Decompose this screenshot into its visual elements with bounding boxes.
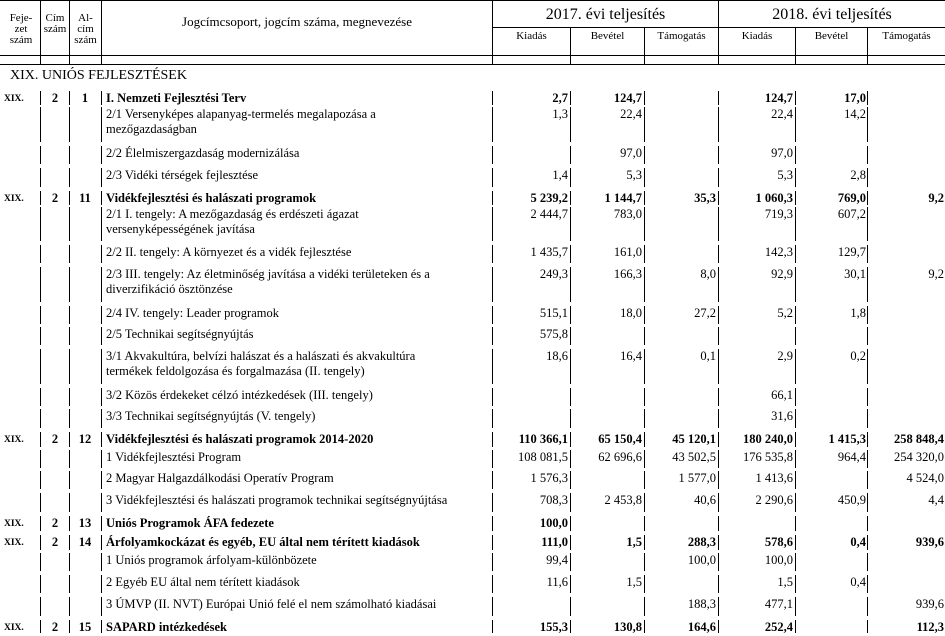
value-tamogatas-2018: 4 524,0 <box>906 471 944 485</box>
fejezet-cell <box>4 597 38 598</box>
fejezet-cell <box>4 493 38 494</box>
value-bevetel-2018: 769,0 <box>837 191 866 205</box>
value-kiadas-2018: 92,9 <box>771 267 793 281</box>
value-bevetel-2017: 783,0 <box>613 207 642 221</box>
value-tamogatas-2017: 27,2 <box>694 306 716 320</box>
jogcim-line: Árfolyamkockázat és egyéb, EU által nem térített kiadások <box>106 535 420 549</box>
value-bevetel-2017: 1,5 <box>626 535 642 549</box>
header-tamogatas-2017: Támogatás <box>657 30 706 42</box>
table-header <box>0 0 945 56</box>
jogcim-line: 3/3 Technikai segítségnyújtás (V. tengely) <box>106 409 316 423</box>
jogcim-cell <box>106 450 491 465</box>
table-row-group <box>0 620 945 635</box>
value-kiadas-2018: 124,7 <box>764 91 793 105</box>
value-tamogatas-2018: 939,6 <box>915 535 944 549</box>
value-bevetel-2018: 30,1 <box>844 267 866 281</box>
jogcim-cell <box>106 575 491 590</box>
value-tamogatas-2018: 939,6 <box>915 597 944 611</box>
table-row <box>0 327 945 347</box>
fejezet-cell: XIX. <box>4 194 24 204</box>
jogcim-cell <box>106 597 491 612</box>
value-tamogatas-2017: 45 120,1 <box>672 432 716 446</box>
fejezet-cell <box>4 168 38 169</box>
header-fejezet: Feje- zet szám <box>9 12 33 46</box>
jogcim-line: 2/1 I. tengely: A mezőgazdaság és erdészeti ágazat <box>106 207 359 221</box>
jogcim-line: Vidékfejlesztési és halászati programok <box>106 191 317 205</box>
value-bevetel-2017: 130,8 <box>613 620 642 634</box>
table-row <box>0 575 945 595</box>
table-row-group <box>0 432 945 449</box>
value-kiadas-2017: 2 444,7 <box>530 207 568 221</box>
value-kiadas-2018: 252,4 <box>764 620 793 634</box>
value-kiadas-2018: 31,6 <box>771 409 793 423</box>
fejezet-cell <box>4 575 38 576</box>
cim-cell: 2 <box>51 516 59 530</box>
value-bevetel-2018: 17,0 <box>844 91 866 105</box>
table-row-group <box>0 535 945 552</box>
fejezet-cell <box>4 388 38 389</box>
value-kiadas-2017: 111,0 <box>541 535 568 549</box>
section-title: XIX. UNIÓS FEJLESZTÉSEK <box>10 68 187 83</box>
value-bevetel-2018: 2,8 <box>850 168 866 182</box>
value-tamogatas-2017: 43 502,5 <box>672 450 716 464</box>
table-row <box>0 146 945 166</box>
jogcim-line: 2 Egyéb EU által nem térített kiadások <box>106 575 300 589</box>
jogcim-line: 2/3 III. tengely: Az életminőség javítása a vidéki területeken és a <box>106 267 430 281</box>
value-kiadas-2017: 1 576,3 <box>530 471 568 485</box>
value-bevetel-2018: 1 415,3 <box>828 432 866 446</box>
table-row <box>0 553 945 573</box>
table-row <box>0 349 945 386</box>
value-bevetel-2018: 607,2 <box>837 207 866 221</box>
value-kiadas-2017: 575,8 <box>539 327 568 341</box>
header-year-2018: 2018. évi teljesítés <box>772 6 892 23</box>
jogcim-line: 2/1 Versenyképes alapanyag-termelés megalapozása a <box>106 107 376 121</box>
jogcim-cell <box>106 349 491 379</box>
table-row <box>0 409 945 430</box>
value-kiadas-2017: 110 366,1 <box>518 432 568 446</box>
jogcim-line: 2/4 IV. tengely: Leader programok <box>106 306 279 320</box>
value-kiadas-2017: 708,3 <box>539 493 568 507</box>
value-kiadas-2017: 2,7 <box>552 91 568 105</box>
value-tamogatas-2017: 100,0 <box>687 553 716 567</box>
table-row-group <box>0 191 945 207</box>
jogcim-cell <box>106 493 491 508</box>
table-row <box>0 207 945 243</box>
jogcim-cell <box>106 471 491 486</box>
table-row-group <box>0 516 945 533</box>
cim-cell: 2 <box>51 191 59 205</box>
value-tamogatas-2017: 0,1 <box>700 349 716 363</box>
fejezet-cell <box>4 207 38 208</box>
value-kiadas-2018: 2,9 <box>777 349 793 363</box>
value-kiadas-2017: 1,3 <box>552 107 568 121</box>
value-kiadas-2017: 249,3 <box>539 267 568 281</box>
cim-cell: 2 <box>51 91 59 105</box>
value-kiadas-2018: 477,1 <box>764 597 793 611</box>
value-tamogatas-2018: 4,4 <box>928 493 944 507</box>
value-bevetel-2018: 129,7 <box>837 245 866 259</box>
jogcim-line: mezőgazdaságban <box>106 122 197 136</box>
header-tamogatas-2018: Támogatás <box>882 30 931 42</box>
value-kiadas-2018: 176 535,8 <box>743 450 793 464</box>
jogcim-line: 3/1 Akvakultúra, belvízi halászat és a halászati és akvakultúra <box>106 349 416 363</box>
jogcim-cell <box>106 620 491 635</box>
jogcim-cell <box>106 553 491 568</box>
fejezet-cell <box>4 450 38 451</box>
value-bevetel-2017: 166,3 <box>613 267 642 281</box>
value-kiadas-2017: 515,1 <box>539 306 568 320</box>
value-kiadas-2018: 1 060,3 <box>755 191 793 205</box>
value-bevetel-2018: 0,4 <box>850 575 866 589</box>
cim-cell: 2 <box>51 620 59 634</box>
value-tamogatas-2018: 258 848,4 <box>894 432 944 446</box>
jogcim-line: diverzifikáció ösztönzése <box>106 282 233 296</box>
value-tamogatas-2017: 164,6 <box>687 620 716 634</box>
table-row <box>0 450 945 470</box>
value-kiadas-2017: 11,6 <box>546 575 568 589</box>
value-tamogatas-2018: 254 320,0 <box>894 450 944 464</box>
cim-cell: 2 <box>51 535 59 549</box>
value-kiadas-2018: 1,5 <box>777 575 793 589</box>
fejezet-cell: XIX. <box>4 519 24 529</box>
value-kiadas-2018: 5,3 <box>777 168 793 182</box>
jogcim-line: 2/5 Technikai segítségnyújtás <box>106 327 254 341</box>
value-bevetel-2017: 2 453,8 <box>604 493 642 507</box>
fejezet-cell: XIX. <box>4 435 24 445</box>
value-tamogatas-2017: 40,6 <box>694 493 716 507</box>
jogcim-cell <box>106 516 491 531</box>
jogcim-line: termékek feldolgozása és forgalmazása (II. tengely) <box>106 364 365 378</box>
value-kiadas-2017: 108 081,5 <box>518 450 568 464</box>
alcim-cell: 15 <box>78 620 92 634</box>
table-row <box>0 388 945 408</box>
value-bevetel-2017: 97,0 <box>620 146 642 160</box>
value-kiadas-2017: 99,4 <box>546 553 568 567</box>
value-bevetel-2018: 0,4 <box>850 535 866 549</box>
fejezet-cell <box>4 306 38 307</box>
jogcim-line: 2/2 II. tengely: A környezet és a vidék fejlesztése <box>106 245 352 259</box>
value-bevetel-2017: 1 144,7 <box>604 191 642 205</box>
value-tamogatas-2018: 9,2 <box>928 267 944 281</box>
fejezet-cell <box>4 327 38 328</box>
table-row <box>0 471 945 491</box>
header-bevetel-2018: Bevétel <box>814 30 849 42</box>
table-row <box>0 245 945 265</box>
alcim-cell: 1 <box>81 91 89 105</box>
header-alcim: Al- cím szám <box>74 12 97 46</box>
value-kiadas-2017: 1,4 <box>552 168 568 182</box>
value-bevetel-2018: 1,8 <box>850 306 866 320</box>
value-tamogatas-2017: 35,3 <box>694 191 716 205</box>
fejezet-cell <box>4 553 38 554</box>
header-jogcim: Jogcímcsoport, jogcím száma, megnevezése <box>182 14 412 29</box>
value-kiadas-2017: 5 239,2 <box>530 191 568 205</box>
header-cim: Cím szám <box>43 12 67 35</box>
value-bevetel-2017: 5,3 <box>626 168 642 182</box>
table-row <box>0 267 945 304</box>
value-kiadas-2018: 1 413,6 <box>755 471 793 485</box>
jogcim-line: 1 Uniós programok árfolyam-különbözete <box>106 553 317 567</box>
value-kiadas-2017: 100,0 <box>539 516 568 530</box>
jogcim-line: Vidékfejlesztési és halászati programok 2014-2020 <box>106 432 374 446</box>
value-kiadas-2017: 18,6 <box>546 349 568 363</box>
jogcim-line: 3/2 Közös érdekeket célzó intézkedések (III. tengely) <box>106 388 373 402</box>
table-row <box>0 306 945 326</box>
value-bevetel-2017: 124,7 <box>613 91 642 105</box>
jogcim-cell <box>106 245 491 260</box>
value-kiadas-2018: 66,1 <box>771 388 793 402</box>
value-kiadas-2018: 2 290,6 <box>755 493 793 507</box>
table-row <box>0 493 945 514</box>
jogcim-line: 2 Magyar Halgazdálkodási Operatív Program <box>106 471 334 485</box>
cim-cell: 2 <box>51 432 59 446</box>
value-kiadas-2018: 100,0 <box>764 553 793 567</box>
jogcim-cell <box>106 146 491 161</box>
jogcim-cell <box>106 327 491 342</box>
header-year-2017: 2017. évi teljesítés <box>545 6 666 23</box>
value-bevetel-2018: 14,2 <box>844 107 866 121</box>
jogcim-line: 3 Vidékfejlesztési és halászati programok technikai segítségnyújtása <box>106 493 448 507</box>
value-kiadas-2018: 142,3 <box>764 245 793 259</box>
value-tamogatas-2017: 1 577,0 <box>678 471 716 485</box>
jogcim-cell <box>106 388 491 403</box>
table-row <box>0 107 945 144</box>
fejezet-cell <box>4 267 38 268</box>
value-bevetel-2017: 16,4 <box>620 349 642 363</box>
value-bevetel-2018: 450,9 <box>837 493 866 507</box>
fejezet-cell <box>4 245 38 246</box>
fejezet-cell: XIX. <box>4 623 24 633</box>
alcim-cell: 14 <box>78 535 92 549</box>
table-row <box>0 168 945 189</box>
table-row <box>0 597 945 618</box>
value-tamogatas-2018: 112,3 <box>916 620 944 634</box>
value-kiadas-2018: 180 240,0 <box>743 432 793 446</box>
value-bevetel-2017: 161,0 <box>613 245 642 259</box>
value-tamogatas-2017: 188,3 <box>687 597 716 611</box>
header-bevetel-2017: Bevétel <box>590 30 625 42</box>
jogcim-cell <box>106 191 491 206</box>
value-kiadas-2017: 1 435,7 <box>530 245 568 259</box>
jogcim-line: 2/3 Vidéki térségek fejlesztése <box>106 168 259 182</box>
value-bevetel-2018: 964,4 <box>837 450 866 464</box>
value-kiadas-2018: 22,4 <box>771 107 793 121</box>
value-tamogatas-2017: 8,0 <box>700 267 716 281</box>
alcim-cell: 12 <box>78 432 92 446</box>
jogcim-cell <box>106 432 491 447</box>
value-bevetel-2017: 1,5 <box>626 575 642 589</box>
jogcim-cell <box>106 91 491 106</box>
fejezet-cell <box>4 471 38 472</box>
fejezet-cell <box>4 146 38 147</box>
jogcim-cell <box>106 207 491 237</box>
value-bevetel-2017: 22,4 <box>620 107 642 121</box>
jogcim-cell <box>106 107 491 137</box>
fejezet-cell <box>4 107 38 108</box>
value-tamogatas-2017: 288,3 <box>687 535 716 549</box>
value-kiadas-2018: 5,2 <box>777 306 793 320</box>
value-kiadas-2017: 155,3 <box>539 620 568 634</box>
fejezet-cell: XIX. <box>4 538 24 548</box>
fejezet-cell <box>4 349 38 350</box>
value-bevetel-2018: 0,2 <box>850 349 866 363</box>
value-bevetel-2017: 18,0 <box>620 306 642 320</box>
jogcim-line: Uniós Programok ÁFA fedezete <box>106 516 274 530</box>
fejezet-cell <box>4 409 38 410</box>
jogcim-cell <box>106 535 491 550</box>
jogcim-cell <box>106 306 491 321</box>
header-kiadas-2017: Kiadás <box>516 30 547 42</box>
alcim-cell: 13 <box>78 516 92 530</box>
table-row-group <box>0 91 945 107</box>
jogcim-cell <box>106 267 491 297</box>
value-bevetel-2017: 65 150,4 <box>598 432 642 446</box>
jogcim-cell <box>106 409 491 424</box>
value-tamogatas-2018: 9,2 <box>928 191 944 205</box>
fejezet-cell: XIX. <box>4 94 24 104</box>
jogcim-line: SAPARD intézkedések <box>106 620 227 634</box>
value-kiadas-2018: 719,3 <box>764 207 793 221</box>
jogcim-cell <box>106 168 491 183</box>
value-bevetel-2017: 62 696,6 <box>598 450 642 464</box>
jogcim-line: versenyképességének javítása <box>106 222 255 236</box>
jogcim-line: I. Nemzeti Fejlesztési Terv <box>106 91 247 105</box>
value-kiadas-2018: 578,6 <box>764 535 793 549</box>
header-kiadas-2018: Kiadás <box>741 30 773 42</box>
jogcim-line: 2/2 Élelmiszergazdaság modernizálása <box>106 146 300 160</box>
jogcim-line: 3 ÚMVP (II. NVT) Európai Unió felé el nem számolható kiadásai <box>106 597 437 611</box>
alcim-cell: 11 <box>79 191 91 205</box>
jogcim-line: 1 Vidékfejlesztési Program <box>106 450 242 464</box>
value-kiadas-2018: 97,0 <box>771 146 793 160</box>
